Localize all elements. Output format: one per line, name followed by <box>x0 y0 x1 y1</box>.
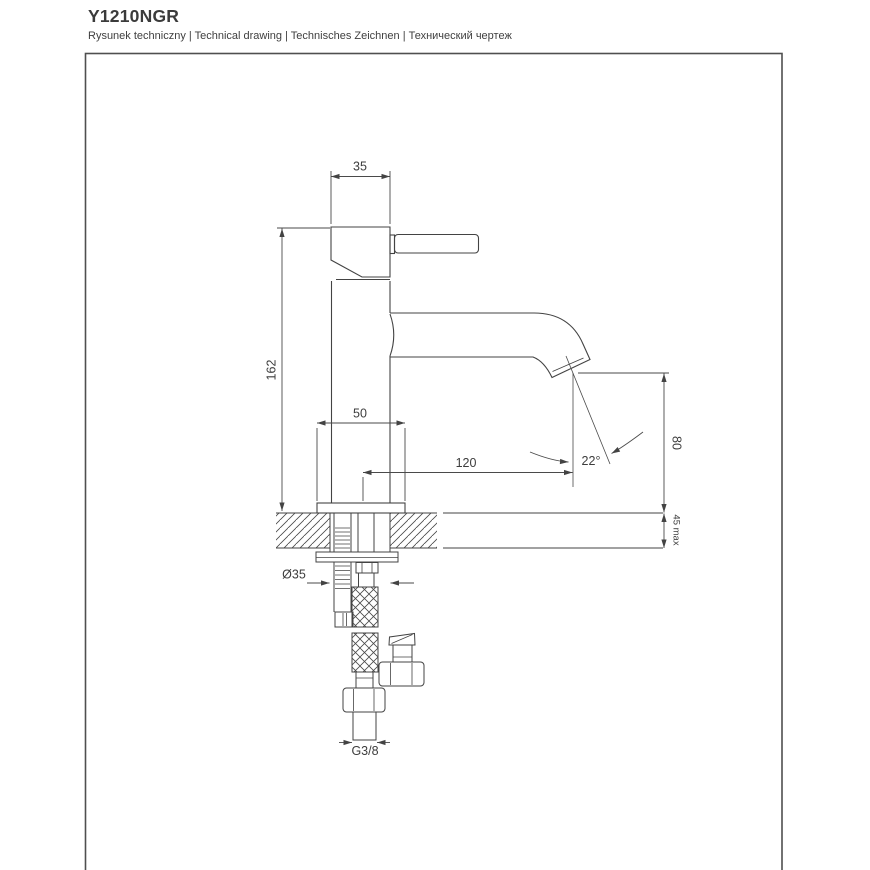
supply-tube-in-hole <box>358 513 374 552</box>
stud-end-cap <box>335 612 353 627</box>
dim-hose-thread-label: G3/8 <box>351 744 379 758</box>
angle-leader-right <box>612 432 644 454</box>
spout-back-bulge <box>390 314 394 356</box>
lever-handle <box>395 235 479 254</box>
faucet-head <box>331 227 390 277</box>
stud-slot <box>343 613 347 626</box>
dim-outlet-height-label: 80 <box>669 436 684 450</box>
drawing-frame <box>86 54 783 870</box>
dim-base-width-label: 50 <box>353 406 367 421</box>
dim35-extensions <box>331 171 390 224</box>
hose-top-nut <box>356 563 378 574</box>
braided-hose-lower <box>352 633 378 672</box>
hose-nut-facets <box>362 563 372 573</box>
stud-threads-hole <box>335 528 350 548</box>
dim50-extensions <box>317 428 405 501</box>
counter-hatch-left <box>276 513 330 548</box>
hole-flange-join <box>330 548 390 552</box>
stud-threads <box>335 566 350 589</box>
hose-collar <box>359 573 375 587</box>
mounting-hole-walls <box>330 513 390 548</box>
coupling-hex-facets <box>391 663 413 685</box>
threaded-stud <box>334 562 351 612</box>
coupling-neck <box>393 645 412 662</box>
dimension-labels <box>265 160 684 759</box>
dim-body-height-label: 162 <box>264 359 279 381</box>
hose-hex-nut <box>343 688 385 712</box>
hex-nut-facets <box>354 689 375 711</box>
coupling-hex <box>379 662 424 686</box>
dim-head-width-label: 35 <box>353 159 367 174</box>
base-plate <box>317 503 405 513</box>
hose-end-collar <box>356 672 373 688</box>
drawing-subtitle: Rysunek techniczny | Technical drawing | Technisches Zeichnen | Технический чертеж <box>88 30 512 42</box>
dim-deck-thickness-label: 45 max <box>670 514 682 546</box>
lever-stub <box>390 235 395 254</box>
braided-hose-upper <box>352 587 378 627</box>
dim-spout-angle-label: 22° <box>581 454 601 468</box>
product-code: Y1210NGR <box>88 6 180 26</box>
dim-mounting-hole-label: Ø35 <box>282 567 306 582</box>
counter-hatch-right <box>390 513 437 548</box>
angle-leader-left <box>530 452 569 462</box>
faucet-outline <box>317 227 590 513</box>
dim-spout-reach-label: 120 <box>455 456 477 470</box>
stud-in-hole <box>334 513 351 552</box>
clamping-flange <box>316 552 398 562</box>
connection-pipe <box>353 712 376 740</box>
